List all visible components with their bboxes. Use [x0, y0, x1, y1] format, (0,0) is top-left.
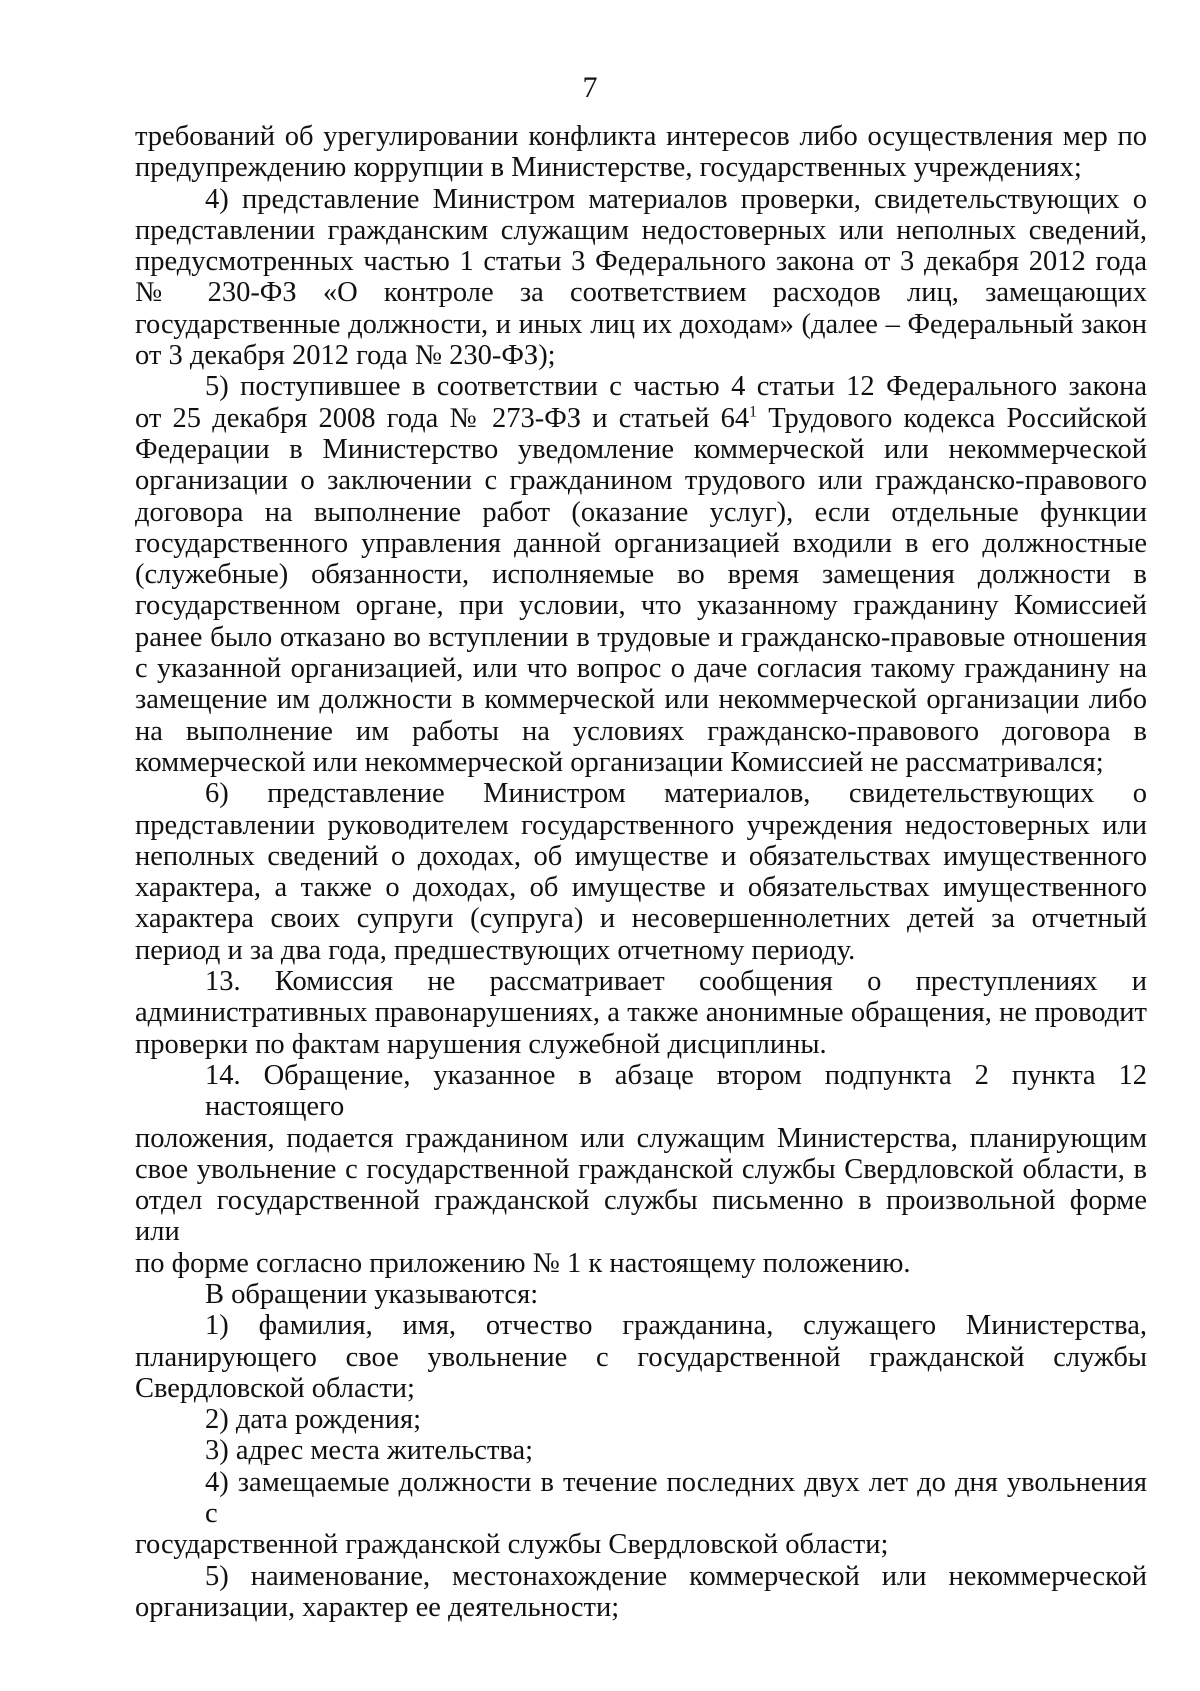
text-line: ранее было отказано во вступлении в трудовые и гражданско-правовые отношения: [135, 621, 1147, 653]
text-line: Федерации в Министерство уведомление коммерческой или некоммерческой: [135, 433, 1147, 465]
text-segment: Трудового кодекса Российской: [756, 402, 1147, 434]
paragraph-start-line: 6) представление Министром материалов, свидетельствующих о: [205, 778, 1147, 810]
page-number: 7: [582, 71, 598, 104]
text-line: неполных сведений о доходах, об имуществе и обязательствах имущественного: [135, 840, 1147, 872]
text-line: от 3 декабря 2012 года № 230-ФЗ);: [135, 340, 556, 372]
paragraph-start-line: 13. Комиссия не рассматривает сообщения о преступлениях и: [205, 966, 1147, 998]
text-line: предупреждению коррупции в Министерстве, государственных учреждениях;: [135, 152, 1082, 184]
paragraph-start-line: В обращении указываются:: [205, 1278, 539, 1310]
text-line: организации о заключении с гражданином трудового или гражданско-правового: [135, 465, 1147, 497]
text-line: с указанной организацией, или что вопрос о даче согласия такому гражданину на: [135, 653, 1147, 685]
text-line: предусмотренных частью 1 статьи 3 Федерального закона от 3 декабря 2012 года: [135, 246, 1147, 278]
text-line: коммерческой или некоммерческой организации Комиссией не рассматривался;: [135, 746, 1104, 778]
paragraph-start-line: 2) дата рождения;: [205, 1404, 422, 1436]
text-line: № 230-ФЗ «О контроле за соответствием расходов лиц, замещающих: [135, 277, 1147, 309]
text-line: государственные должности, и иных лиц их доходам» (далее – Федеральный закон: [135, 308, 1147, 340]
text-line: государственного управления данной организацией входили в его должностные: [135, 527, 1147, 559]
text-line: характера своих супруги (супруга) и несовершеннолетних детей за отчетный: [135, 903, 1147, 935]
text-line: административных правонарушениях, а также анонимные обращения, не проводит: [135, 997, 1147, 1029]
text-line: проверки по фактам нарушения служебной дисциплины.: [135, 1028, 827, 1060]
text-line: по форме согласно приложению № 1 к настоящему положению.: [135, 1247, 911, 1279]
text-line: характера, а также о доходах, об имуществе и обязательствах имущественного: [135, 872, 1147, 904]
text-line: положения, подается гражданином или служащим Министерства, планирующим: [135, 1122, 1147, 1154]
text-line: представлении руководителем государственного учреждения недостоверных или: [135, 809, 1147, 841]
text-line: (служебные) обязанности, исполняемые во время замещения должности в: [135, 559, 1147, 591]
paragraph-start-line: 4) замещаемые должности в течение последних двух лет до дня увольнения с: [205, 1466, 1147, 1530]
superscript: 1: [749, 403, 757, 421]
paragraph-start-line: 4) представление Министром материалов проверки, свидетельствующих о: [205, 183, 1147, 215]
text-line: представлении гражданским служащим недостоверных или неполных сведений,: [135, 214, 1147, 246]
text-line: отдел государственной гражданской службы письменно в произвольной форме или: [135, 1185, 1147, 1248]
paragraph-start-line: 5) поступившее в соответствии с частью 4 статьи 12 Федерального закона: [205, 371, 1147, 403]
text-line: свое увольнение с государственной гражданской службы Свердловской области, в: [135, 1153, 1147, 1185]
text-line: замещение им должности в коммерческой или некоммерческой организации либо: [135, 684, 1147, 716]
text-line: планирующего свое увольнение с государственной гражданской службы: [135, 1341, 1147, 1373]
paragraph-start-line: 3) адрес места жительства;: [205, 1435, 534, 1467]
text-line: Свердловской области;: [135, 1372, 415, 1404]
document-body: [135, 121, 1147, 1623]
text-line-with-superscript: [135, 403, 1147, 434]
paragraph-start-line: 14. Обращение, указанное в абзаце втором подпункта 2 пункта 12 настоящего: [205, 1059, 1147, 1123]
text-line: период и за два года, предшествующих отчетному периоду.: [135, 934, 856, 966]
text-line: государственном органе, при условии, что указанному гражданину Комиссией: [135, 590, 1147, 622]
text-segment: от 25 декабря 2008 года № 273-ФЗ и статьей 64: [135, 402, 750, 434]
text-line: организации, характер ее деятельности;: [135, 1591, 620, 1623]
text-line: государственной гражданской службы Свердловской области;: [135, 1529, 889, 1561]
paragraph-start-line: 5) наименование, местонахождение коммерческой или некоммерческой: [205, 1560, 1147, 1592]
paragraph-start-line: 1) фамилия, имя, отчество гражданина, служащего Министерства,: [205, 1310, 1147, 1342]
text-line: требований об урегулировании конфликта интересов либо осуществления мер по: [135, 121, 1147, 152]
text-line: на выполнение им работы на условиях гражданско-правового договора в: [135, 715, 1147, 747]
text-line: договора на выполнение работ (оказание услуг), если отдельные функции: [135, 496, 1147, 528]
